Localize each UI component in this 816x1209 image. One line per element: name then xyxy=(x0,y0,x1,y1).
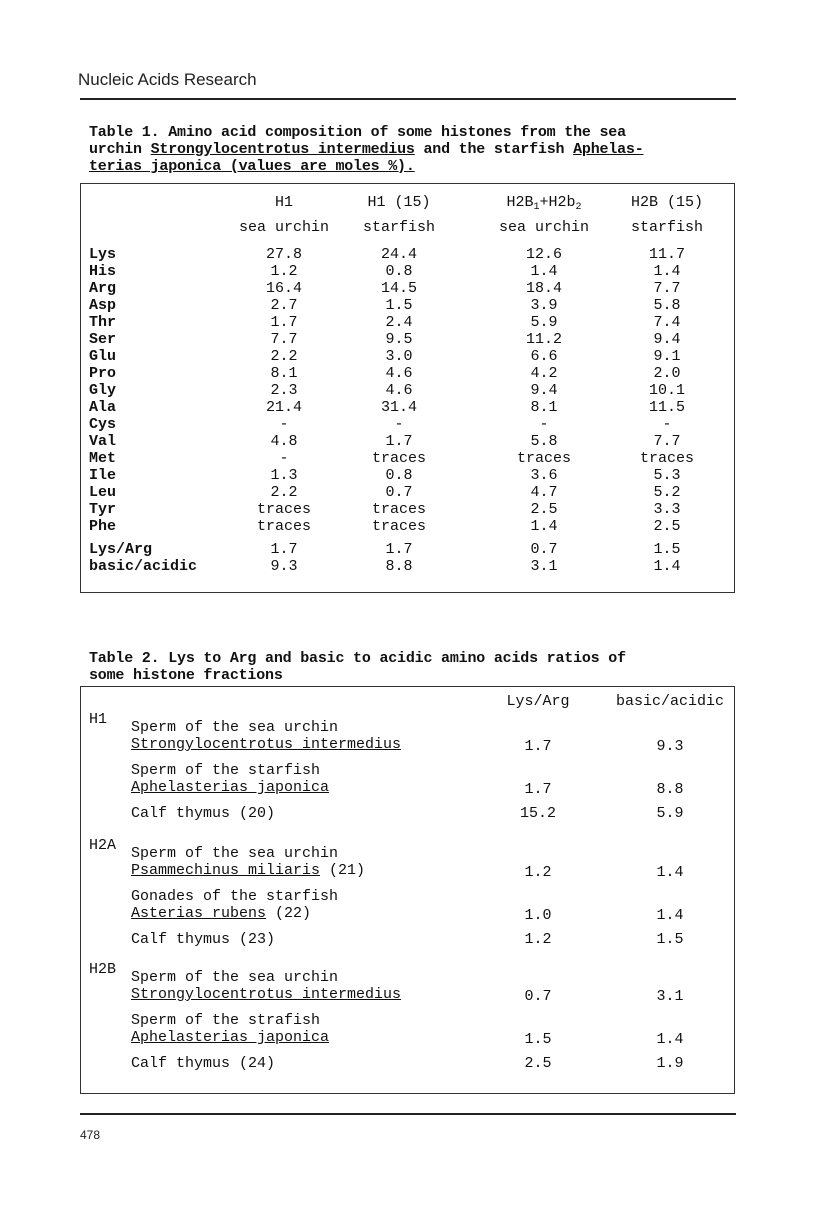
table1-cell: 9.4 xyxy=(530,382,558,399)
table1-cell: 7.7 xyxy=(653,280,681,297)
table1-cell: 31.4 xyxy=(380,399,417,416)
table1-cell: 2.4 xyxy=(385,314,413,331)
table2-species-line: Strongylocentrotus intermedius xyxy=(131,736,402,753)
table1-row-label: Lys xyxy=(89,246,117,263)
table1-ratio-label: Lys/Arg xyxy=(89,541,153,558)
table2-lys-arg-value: 0.7 xyxy=(524,988,552,1005)
table1-cell: 0.8 xyxy=(385,467,413,484)
table1-col-subheader: starfish xyxy=(362,219,435,236)
table1-row-label: Arg xyxy=(89,280,117,297)
table1-cell: 11.5 xyxy=(648,399,685,416)
table1-cell: 1.2 xyxy=(270,263,298,280)
table1-cell: 4.7 xyxy=(530,484,558,501)
table1-cell: 9.5 xyxy=(385,331,413,348)
table1-cell: 2.5 xyxy=(653,518,681,535)
table2-group-label: H2A xyxy=(89,837,117,854)
table1-cell: 1.4 xyxy=(530,263,558,280)
table1-cell: 0.8 xyxy=(385,263,413,280)
table1-row-label: Glu xyxy=(89,348,117,365)
table1-caption-line: terias japonica (values are moles %). xyxy=(89,158,415,175)
table1-col-subheader: sea urchin xyxy=(238,219,329,236)
table1-col-header: H1 xyxy=(274,194,293,211)
table2-source-line: Calf thymus (23) xyxy=(131,931,276,948)
table1-cell: 0.7 xyxy=(385,484,413,501)
table1-cell: 1.4 xyxy=(530,518,558,535)
table1-cell: 1.7 xyxy=(385,433,413,450)
table1-cell: 1.4 xyxy=(653,558,681,575)
table1-cell: 24.4 xyxy=(380,246,417,263)
table2-species-line: Aphelasterias japonica xyxy=(131,1029,330,1046)
table1-cell: 2.2 xyxy=(270,348,298,365)
footer-rule xyxy=(80,1113,736,1115)
table1-cell: 0.7 xyxy=(530,541,558,558)
table2-basic-acidic-value: 5.9 xyxy=(656,805,684,822)
table1-cell: traces xyxy=(371,501,426,518)
table1-cell: 5.3 xyxy=(653,467,681,484)
table1-cell: 9.4 xyxy=(653,331,681,348)
table1-row-label: Tyr xyxy=(89,501,117,518)
table1-cell: 12.6 xyxy=(525,246,562,263)
table1-cell: 16.4 xyxy=(265,280,302,297)
table2-lys-arg-value: 1.2 xyxy=(524,931,552,948)
table1-cell: 2.3 xyxy=(270,382,298,399)
table1-col-subheader: sea urchin xyxy=(498,219,589,236)
table1-cell: traces xyxy=(256,501,311,518)
table2-lys-arg-value: 1.7 xyxy=(524,781,552,798)
table1-caption-line: Table 1. Amino acid composition of some histones from the sea xyxy=(89,124,626,141)
header-rule xyxy=(80,98,736,100)
table1-col-header: $H2B_1+H2b_2$ xyxy=(506,194,582,213)
table2-basic-acidic-value: 9.3 xyxy=(656,738,684,755)
table1-cell: traces xyxy=(371,450,426,467)
table1-caption-line: urchin Strongylocentrotus intermedius and the starfish Aphelas- xyxy=(89,141,644,158)
table1-cell: 2.0 xyxy=(653,365,681,382)
table1-cell: 7.7 xyxy=(270,331,298,348)
table1-row-label: Phe xyxy=(89,518,117,535)
table2-caption xyxy=(89,650,626,684)
table1-cell: 4.2 xyxy=(530,365,558,382)
table2-group-label: H2B xyxy=(89,961,117,978)
table1-cell: 5.9 xyxy=(530,314,558,331)
table1-row-label: Cys xyxy=(89,416,117,433)
table1-cell: 3.3 xyxy=(653,501,681,518)
table2-species-line: Aphelasterias japonica xyxy=(131,779,330,796)
table1-col-subheader: starfish xyxy=(630,219,703,236)
table1-cell: 6.6 xyxy=(530,348,558,365)
table1-cell: 2.7 xyxy=(270,297,298,314)
table2-species-line: Strongylocentrotus intermedius xyxy=(131,986,402,1003)
table1-cell: 11.2 xyxy=(525,331,562,348)
table1-cell: 2.2 xyxy=(270,484,298,501)
table1-ratio-label: basic/acidic xyxy=(89,558,198,575)
table2-basic-acidic-value: 3.1 xyxy=(656,988,684,1005)
table1-cell: - xyxy=(279,416,289,433)
table2-source-line: Calf thymus (20) xyxy=(131,805,276,822)
table1-cell: - xyxy=(539,416,549,433)
table1-cell: 11.7 xyxy=(648,246,685,263)
table1-cell: 1.5 xyxy=(653,541,681,558)
table1-cell: 4.6 xyxy=(385,382,413,399)
table2-source-line: Sperm of the starfish xyxy=(131,762,321,779)
table1-cell: - xyxy=(279,450,289,467)
table1-cell: 5.8 xyxy=(530,433,558,450)
table2-basic-acidic-value: 1.4 xyxy=(656,864,684,881)
table1-row-label: Met xyxy=(89,450,117,467)
table1-cell: 5.2 xyxy=(653,484,681,501)
table1-cell: 4.8 xyxy=(270,433,298,450)
table1-cell: traces xyxy=(516,450,571,467)
table1-col-header: H1 (15) xyxy=(367,194,431,211)
table1-cell: 1.7 xyxy=(385,541,413,558)
table2-group-label: H1 xyxy=(89,711,108,728)
table2-header-lys-arg: Lys/Arg xyxy=(506,693,570,710)
table1-cell: 4.6 xyxy=(385,365,413,382)
table1-col-header: H2B (15) xyxy=(630,194,703,211)
table1-caption xyxy=(89,124,644,175)
page-number: 478 xyxy=(80,1128,101,1142)
table1-cell: 1.4 xyxy=(653,263,681,280)
table1-cell: 21.4 xyxy=(265,399,302,416)
table1-cell: 7.4 xyxy=(653,314,681,331)
table1-cell: traces xyxy=(256,518,311,535)
table2-source-line: Calf thymus (24) xyxy=(131,1055,276,1072)
table1-row-label: Asp xyxy=(89,297,117,314)
table2-lys-arg-value: 1.7 xyxy=(524,738,552,755)
table1-cell: 14.5 xyxy=(380,280,417,297)
table1-cell: 1.3 xyxy=(270,467,298,484)
table1-cell: 1.7 xyxy=(270,541,298,558)
table2-basic-acidic-value: 1.9 xyxy=(656,1055,684,1072)
table1-cell: 18.4 xyxy=(525,280,562,297)
table1-cell: - xyxy=(662,416,672,433)
table1-cell: 3.0 xyxy=(385,348,413,365)
table1-row-label: Ala xyxy=(89,399,117,416)
table1-row-label: His xyxy=(89,263,117,280)
table1-cell: 8.1 xyxy=(530,399,558,416)
table1-row-label: Ser xyxy=(89,331,117,348)
table2 xyxy=(80,686,735,1094)
table1-cell: - xyxy=(394,416,404,433)
table2-basic-acidic-value: 1.4 xyxy=(656,907,684,924)
table2-basic-acidic-value: 1.5 xyxy=(656,931,684,948)
table1 xyxy=(80,183,735,593)
table2-source-line: Sperm of the sea urchin xyxy=(131,719,339,736)
table1-cell: 3.1 xyxy=(530,558,558,575)
table1-row-label: Gly xyxy=(89,382,117,399)
table1-cell: 7.7 xyxy=(653,433,681,450)
table2-source-line: Sperm of the strafish xyxy=(131,1012,321,1029)
table1-cell: 5.8 xyxy=(653,297,681,314)
table1-row-label: Ile xyxy=(89,467,117,484)
table1-cell: 3.9 xyxy=(530,297,558,314)
table2-lys-arg-value: 2.5 xyxy=(524,1055,552,1072)
table2-source-line: Sperm of the sea urchin xyxy=(131,969,339,986)
table1-cell: traces xyxy=(371,518,426,535)
table1-cell: 8.1 xyxy=(270,365,298,382)
table1-row-label: Thr xyxy=(89,314,117,331)
journal-title: Nucleic Acids Research xyxy=(78,70,257,89)
table2-source-line: Gonades of the starfish xyxy=(131,888,339,905)
table2-lys-arg-value: 15.2 xyxy=(519,805,556,822)
table2-basic-acidic-value: 8.8 xyxy=(656,781,684,798)
table1-cell: 9.1 xyxy=(653,348,681,365)
table1-cell: 9.3 xyxy=(270,558,298,575)
table1-cell: 1.7 xyxy=(270,314,298,331)
table2-species-line: Asterias rubens (22) xyxy=(131,905,312,922)
table1-cell: traces xyxy=(639,450,694,467)
table1-row-label: Val xyxy=(89,433,117,450)
table2-species-line: Psammechinus miliaris (21) xyxy=(131,862,366,879)
table1-cell: 2.5 xyxy=(530,501,558,518)
table1-row-label: Pro xyxy=(89,365,117,382)
table1-cell: 3.6 xyxy=(530,467,558,484)
table1-cell: 10.1 xyxy=(648,382,685,399)
table2-basic-acidic-value: 1.4 xyxy=(656,1031,684,1048)
table1-cell: 1.5 xyxy=(385,297,413,314)
table1-row-label: Leu xyxy=(89,484,117,501)
table2-header-basic-acidic: basic/acidic xyxy=(615,693,725,710)
table2-lys-arg-value: 1.0 xyxy=(524,907,552,924)
table2-caption-line: some histone fractions xyxy=(89,667,283,684)
table2-lys-arg-value: 1.2 xyxy=(524,864,552,881)
table2-source-line: Sperm of the sea urchin xyxy=(131,845,339,862)
table1-cell: 27.8 xyxy=(265,246,302,263)
table2-lys-arg-value: 1.5 xyxy=(524,1031,552,1048)
table1-cell: 8.8 xyxy=(385,558,413,575)
table2-caption-line: Table 2. Lys to Arg and basic to acidic amino acids ratios of xyxy=(89,650,626,667)
